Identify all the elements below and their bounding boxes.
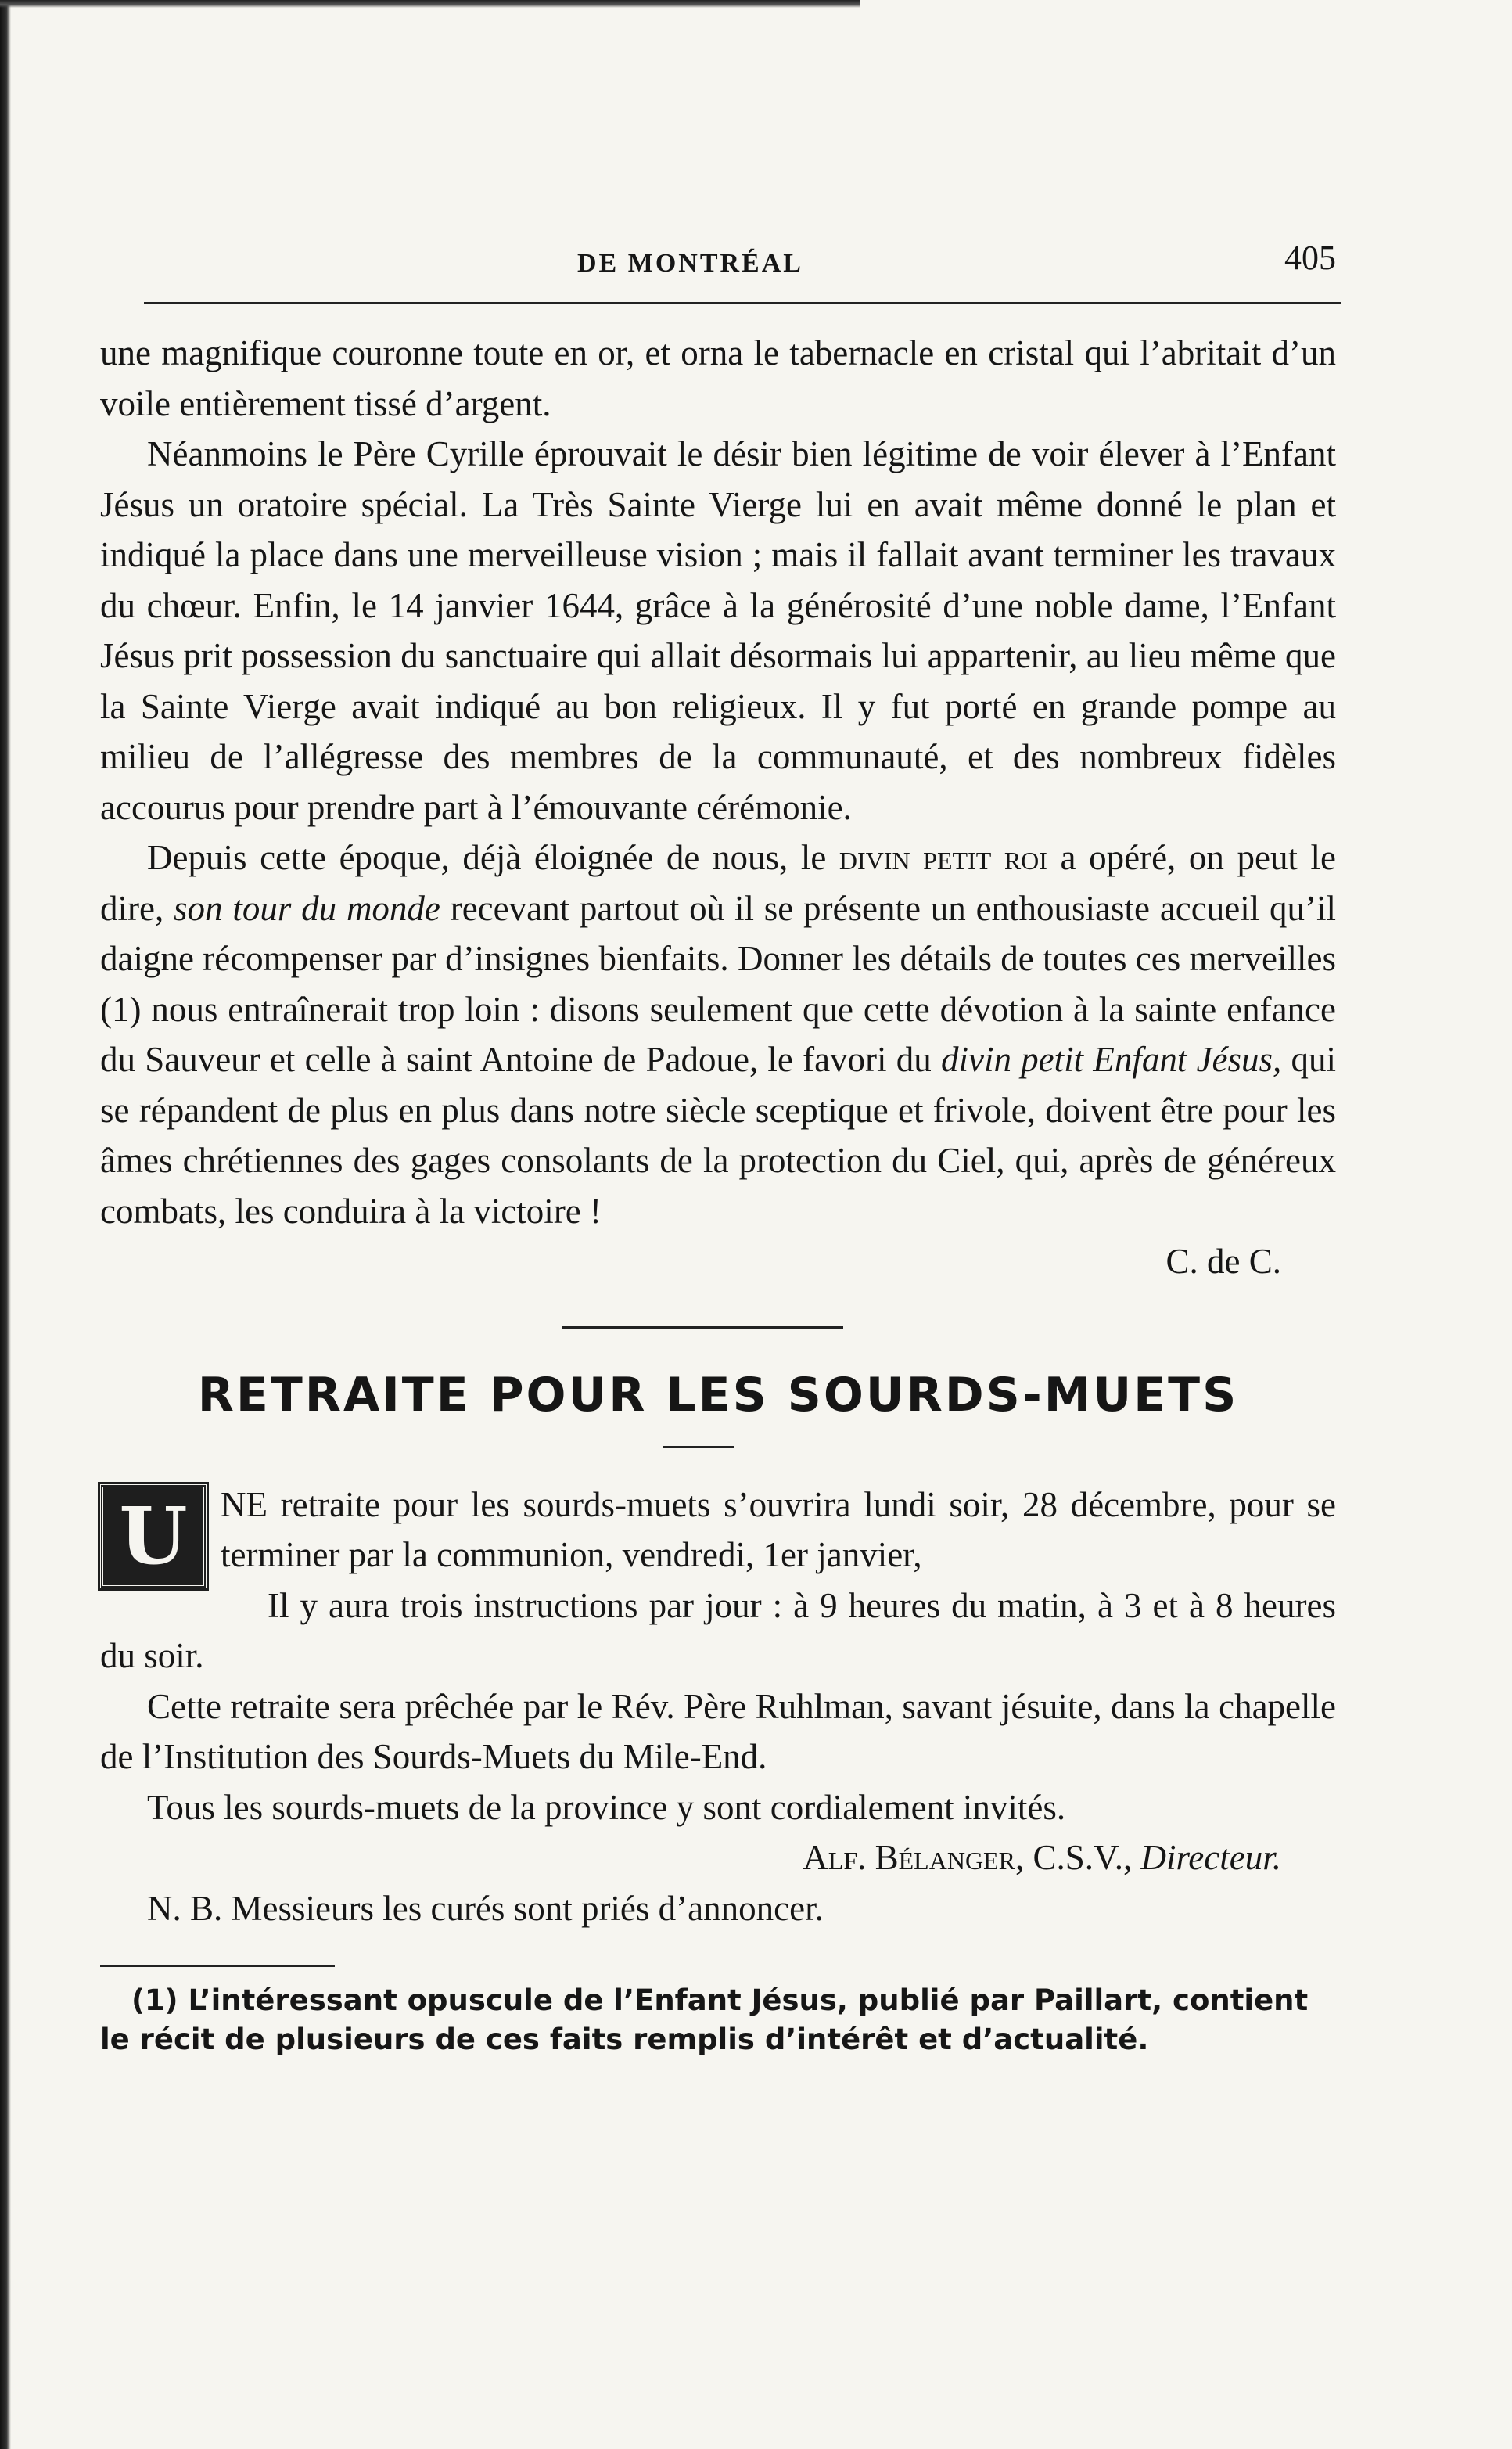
retreat-body xyxy=(100,1480,1336,1934)
drop-cap-initial: U xyxy=(100,1484,207,1588)
footnote-text: (1) L’intéressant opuscule de l’Enfant Jésus, publié par Paillart, contient le récit de plusieurs de ces faits remplis d’intérêt et d’actualité. xyxy=(100,1983,1309,2056)
signature-name: Alf. Bélanger, xyxy=(803,1838,1025,1877)
header-rule xyxy=(144,302,1341,304)
article-body xyxy=(100,328,1336,1287)
section-title: RETRAITE POUR LES SOURDS-MUETS xyxy=(197,1367,1239,1422)
paragraph: Néanmoins le Père Cyrille éprouvait le désir bien légitime de voir élever à l’Enfant Jésus un oratoire spécial. La Très Sainte Vierge lui en avait même donné le plan et indiqué la place dans une merveilleuse vision ; mais il fallait avant terminer les travaux du chœur. Enfin, le 14 janvier 1644, grâce à la générosité d’une noble dame, l’Enfant Jésus prit possession du sanctuaire qui allait désormais lui appartenir, au lieu même que la Sainte Vierge avait indiqué au bon religieux. Il y fut porté en grande pompe au milieu de l’allégresse des membres de la communauté, et des nombreux fidèles accourus pour prendre part à l’émouvante cérémonie. xyxy=(100,434,1336,827)
text-run: a opéré, on peut le dire, xyxy=(100,838,1337,928)
italic-text: divin petit Enfant Jésus, xyxy=(940,1040,1282,1079)
running-title: DE MONTRÉAL xyxy=(577,249,803,278)
paragraph xyxy=(100,1480,1336,1581)
small-caps-text: divin petit roi xyxy=(839,838,1047,877)
italic-text: son tour du monde xyxy=(174,888,440,928)
title-underline xyxy=(663,1446,734,1448)
paragraph: une magnifique couronne toute en or, et orna le tabernacle en cristal qui l’abritait d’un voile entièrement tissé d’argent. xyxy=(100,333,1336,423)
nota-bene: N. B. Messieurs les curés sont priés d’annoncer. xyxy=(147,1888,824,1928)
page-number: 405 xyxy=(1284,239,1336,277)
section-separator xyxy=(562,1326,843,1329)
scan-edge-left xyxy=(0,0,11,2449)
footnote xyxy=(100,1981,1336,2059)
scan-edge-top xyxy=(0,0,860,8)
running-head xyxy=(100,235,1336,289)
paragraph: Cette retraite sera prêchée par le Rév. Père Ruhlman, savant jésuite, dans la chapelle de l’Institution des Sourds-Muets du Mile-End. xyxy=(100,1686,1336,1776)
footnote-rule xyxy=(100,1965,335,1967)
text-run: recevant partout où il se présente un enthousiaste accueil qu’il daigne récompenser par d’insignes bienfaits. Donner les détails de toutes ces merveilles (1) nous entraînerait trop loin : disons seulement que cette dévotion à la sainte enfance du Sauveur et celle à saint Antoine de Padoue, le favori du xyxy=(100,888,1337,1079)
text-run: Depuis cette époque, déjà éloignée de nous, le xyxy=(147,838,839,877)
paragraph: Il y aura trois instructions par jour : à 9 heures du matin, à 3 et à 8 heures du soir. xyxy=(100,1585,1336,1675)
signature-title: Directeur. xyxy=(1140,1838,1281,1877)
text-run: qui se répandent de plus en plus dans notre siècle sceptique et frivole, doivent être pour les âmes chrétiennes des gages consolants de la protection du Ciel, qui, après de généreux combats, les conduira à la victoire ! xyxy=(100,1040,1336,1231)
article-signature-row xyxy=(100,1236,1336,1287)
paragraph xyxy=(100,833,1336,1236)
book-page xyxy=(100,235,1336,2059)
paragraph: Tous les sourds-muets de la province y sont cordialement invités. xyxy=(147,1787,1066,1827)
signature-credentials: C.S.V., xyxy=(1024,1838,1141,1877)
text-run: NE retraite pour les sourds-muets s’ouvrira lundi soir, 28 décembre, pour se terminer par la communion, vendredi, 1er janvier, xyxy=(221,1484,1336,1574)
retreat-signature xyxy=(100,1832,1336,1883)
article-signature: C. de C. xyxy=(1165,1242,1281,1281)
